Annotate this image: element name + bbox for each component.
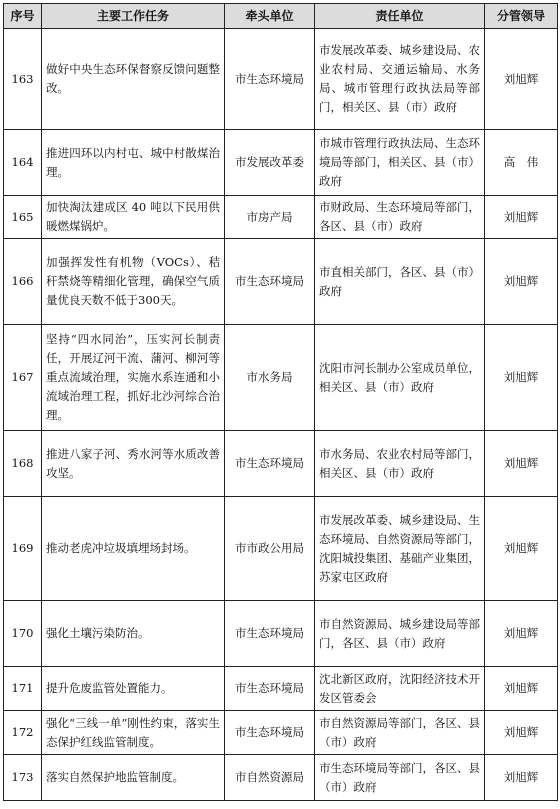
row-leader: 刘旭辉: [485, 325, 558, 431]
row-index: 164: [4, 130, 42, 196]
row-lead-unit: 市生态环境局: [225, 711, 315, 755]
row-responsible: 市直相关部门，各区、县（市）政府: [315, 239, 485, 325]
table-row: [4, 497, 558, 601]
row-leader: 刘旭辉: [485, 755, 558, 801]
row-leader: 刘旭辉: [485, 601, 558, 667]
table-row: [4, 431, 558, 497]
row-index: 166: [4, 239, 42, 325]
table-row: [4, 29, 558, 130]
header-index: 序号: [4, 4, 42, 29]
row-lead-unit: 市水务局: [225, 325, 315, 431]
table-header: [4, 4, 558, 29]
row-leader: 刘旭辉: [485, 196, 558, 239]
row-lead-unit: 市生态环境局: [225, 667, 315, 711]
row-responsible: 市生态环境局等部门，各区、县（市）政府: [315, 755, 485, 801]
row-lead-unit: 市生态环境局: [225, 601, 315, 667]
row-task: 提升危废监管处置能力。: [42, 667, 225, 711]
row-index: 167: [4, 325, 42, 431]
row-responsible: 市自然资源局、城乡建设局等部门，各区、县（市）政府: [315, 601, 485, 667]
row-index: 173: [4, 755, 42, 801]
row-index: 165: [4, 196, 42, 239]
table-row: [4, 239, 558, 325]
header-leader: 分管领导: [485, 4, 558, 29]
row-index: 169: [4, 497, 42, 601]
row-lead-unit: 市市政公用局: [225, 497, 315, 601]
row-task: 强化土壤污染防治。: [42, 601, 225, 667]
row-task: 加强挥发性有机物（VOCs）、秸秆禁烧等精细化管理，确保空气质量优良天数不低于300天。: [42, 239, 225, 325]
row-responsible: 市城市管理行政执法局、生态环境局等部门，相关区、县（市）政府: [315, 130, 485, 196]
table-row: [4, 196, 558, 239]
table-row: [4, 755, 558, 801]
row-task: 推进四环以内村屯、城中村散煤治理。: [42, 130, 225, 196]
table-row: [4, 711, 558, 755]
header-task: 主要工作任务: [42, 4, 225, 29]
row-task: 强化“三线一单”刚性约束，落实生态保护红线监管制度。: [42, 711, 225, 755]
row-index: 171: [4, 667, 42, 711]
row-leader: 刘旭辉: [485, 711, 558, 755]
row-lead-unit: 市房产局: [225, 196, 315, 239]
row-leader: 刘旭辉: [485, 497, 558, 601]
row-responsible: 市发展改革委、城乡建设局、农业农村局、交通运输局、水务局、城市管理行政执法局等部门，相关区、县（市）政府: [315, 29, 485, 130]
row-lead-unit: 市生态环境局: [225, 239, 315, 325]
row-task: 坚持“四水同治”，压实河长制责任，开展辽河干流、蒲河、柳河等重点流域治理，实施水系连通和小流域治理工程，抓好北沙河综合治理。: [42, 325, 225, 431]
row-index: 163: [4, 29, 42, 130]
table-row: [4, 601, 558, 667]
row-responsible: 市水务局、农业农村局等部门，相关区、县（市）政府: [315, 431, 485, 497]
row-index: 170: [4, 601, 42, 667]
row-leader: 刘旭辉: [485, 431, 558, 497]
row-task: 推动老虎冲垃圾填埋场封场。: [42, 497, 225, 601]
table-row: [4, 130, 558, 196]
row-responsible: 市发展改革委、城乡建设局、生态环境局、自然资源局等部门，沈阳城投集团、基础产业集团，苏家屯区政府: [315, 497, 485, 601]
row-leader: 高 伟: [485, 130, 558, 196]
row-leader: 刘旭辉: [485, 667, 558, 711]
row-index: 172: [4, 711, 42, 755]
row-responsible: 市自然资源局等部门，各区、县（市）政府: [315, 711, 485, 755]
header-lead-unit: 牵头单位: [225, 4, 315, 29]
row-index: 168: [4, 431, 42, 497]
table-row: [4, 325, 558, 431]
row-responsible: 沈北新区政府，沈阳经济技术开发区管委会: [315, 667, 485, 711]
header-responsible: 责任单位: [315, 4, 485, 29]
table-row: [4, 667, 558, 711]
row-task: 加快淘汰建成区 40 吨以下民用供暖燃煤锅炉。: [42, 196, 225, 239]
row-leader: 刘旭辉: [485, 239, 558, 325]
row-task: 落实自然保护地监管制度。: [42, 755, 225, 801]
row-leader: 刘旭辉: [485, 29, 558, 130]
row-task: 做好中央生态环保督察反馈问题整改。: [42, 29, 225, 130]
row-lead-unit: 市生态环境局: [225, 431, 315, 497]
row-responsible: 沈阳市河长制办公室成员单位，相关区、县（市）政府: [315, 325, 485, 431]
row-responsible: 市财政局、生态环境局等部门，各区、县（市）政府: [315, 196, 485, 239]
row-task: 推进八家子河、秀水河等水质改善攻坚。: [42, 431, 225, 497]
row-lead-unit: 市自然资源局: [225, 755, 315, 801]
row-lead-unit: 市发展改革委: [225, 130, 315, 196]
work-task-table: [3, 3, 558, 801]
row-lead-unit: 市生态环境局: [225, 29, 315, 130]
